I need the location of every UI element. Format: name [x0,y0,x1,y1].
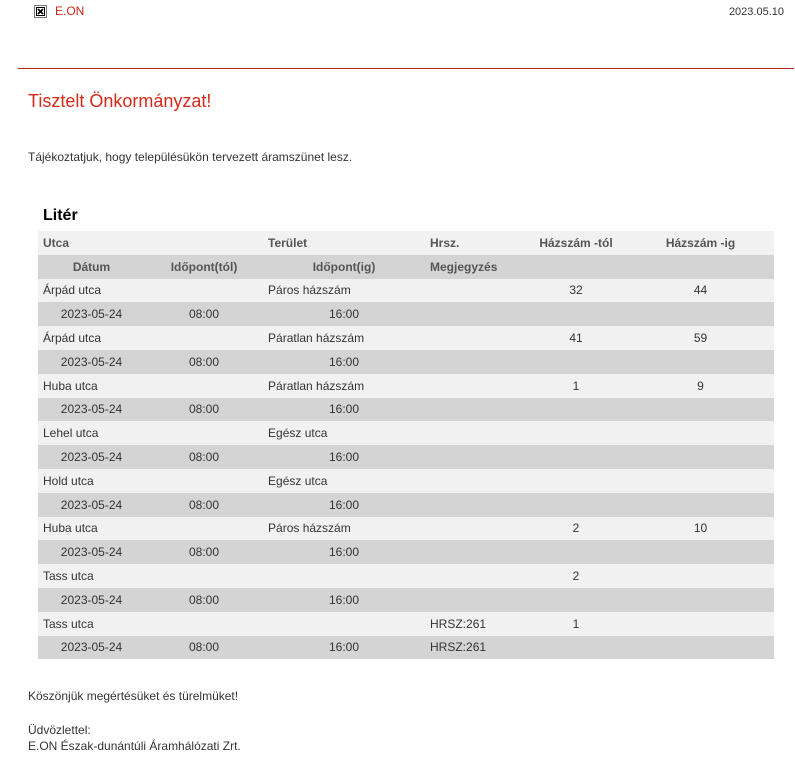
date-cell: 2023-05-24 [38,540,145,564]
divider [18,68,794,69]
table-row-schedule [38,540,774,564]
note-cell [425,588,774,612]
col-header-date: Dátum [38,255,145,279]
from-number-cell: 2 [525,517,627,541]
note-cell [425,350,774,374]
col-header-hrsz: Hrsz. [425,231,525,255]
col-header-to-no: Házszám -ig [627,231,774,255]
intro-text: Tájékoztatjuk, hogy településükön tervezett áramszünet lesz. [28,150,353,164]
col-header-street: Utca [38,231,263,255]
street-cell: Árpád utca [38,279,263,303]
from-number-cell: 2 [525,564,627,588]
time-to-cell: 16:00 [263,540,425,564]
table-row-street [38,612,774,636]
street-cell: Tass utca [38,564,263,588]
to-number-cell: 10 [627,517,774,541]
note-cell [425,493,774,517]
to-number-cell: 9 [627,374,774,398]
time-from-cell: 08:00 [145,398,263,422]
time-to-cell: 16:00 [263,588,425,612]
area-cell [263,564,425,588]
time-to-cell: 16:00 [263,445,425,469]
date-cell: 2023-05-24 [38,588,145,612]
note-cell [425,445,774,469]
time-from-cell: 08:00 [145,302,263,326]
to-number-cell [627,421,774,445]
note-cell [425,302,774,326]
hrsz-cell [425,279,525,303]
brand-link[interactable]: E.ON [55,4,85,18]
time-to-cell: 16:00 [263,636,425,660]
to-number-cell: 59 [627,326,774,350]
to-number-cell [627,469,774,493]
outage-table [38,231,774,659]
greeting-heading: Tisztelt Önkormányzat! [28,91,212,111]
to-number-cell [627,612,774,636]
table-row-street [38,374,774,398]
area-cell: Páros házszám [263,517,425,541]
street-cell: Árpád utca [38,326,263,350]
hrsz-cell [425,374,525,398]
hrsz-cell [425,326,525,350]
date-cell: 2023-05-24 [38,302,145,326]
table-row-schedule [38,445,774,469]
area-cell: Egész utca [263,421,425,445]
area-cell: Páratlan házszám [263,374,425,398]
company-name: E.ON Észak-dunántúli Áramhálózati Zrt. [28,739,241,753]
table-row-street [38,564,774,588]
col-header-time-to: Időpont(ig) [263,255,425,279]
from-number-cell: 1 [525,374,627,398]
col-header-note: Megjegyzés [425,255,774,279]
from-number-cell [525,469,627,493]
table-row-schedule [38,302,774,326]
from-number-cell: 32 [525,279,627,303]
time-from-cell: 08:00 [145,636,263,660]
date-cell: 2023-05-24 [38,398,145,422]
street-cell: Hold utca [38,469,263,493]
street-cell: Tass utca [38,612,263,636]
table-row-street [38,421,774,445]
time-from-cell: 08:00 [145,588,263,612]
header-date: 2023.05.10 [728,6,784,18]
from-number-cell: 41 [525,326,627,350]
table-row-street [38,326,774,350]
time-from-cell: 08:00 [145,350,263,374]
street-cell: Huba utca [38,374,263,398]
area-cell: Páratlan házszám [263,326,425,350]
table-row-schedule [38,350,774,374]
table-row-street [38,279,774,303]
table-row-schedule [38,398,774,422]
col-header-area: Terület [263,231,425,255]
col-header-time-from: Időpont(tól) [145,255,263,279]
table-header-row-2 [38,255,774,279]
time-to-cell: 16:00 [263,302,425,326]
hrsz-cell [425,517,525,541]
thanks-text: Köszönjük megértésüket és türelmüket! [28,689,239,703]
hrsz-cell [425,469,525,493]
date-cell: 2023-05-24 [38,493,145,517]
street-cell: Huba utca [38,517,263,541]
table-row-street [38,469,774,493]
email-header [0,0,795,40]
area-cell: Egész utca [263,469,425,493]
from-number-cell [525,421,627,445]
table-row-schedule [38,636,774,660]
street-cell: Lehel utca [38,421,263,445]
broken-image-icon [34,5,47,18]
table-row-schedule [38,493,774,517]
note-cell [425,398,774,422]
area-cell: Páros házszám [263,279,425,303]
table-header-row-1 [38,231,774,255]
to-number-cell: 44 [627,279,774,303]
logo[interactable] [34,4,84,18]
note-cell [425,540,774,564]
time-to-cell: 16:00 [263,398,425,422]
hrsz-cell: HRSZ:261 [425,612,525,636]
table-row-schedule [38,588,774,612]
time-from-cell: 08:00 [145,493,263,517]
town-name: Litér [43,207,78,224]
to-number-cell [627,564,774,588]
date-cell: 2023-05-24 [38,636,145,660]
date-cell: 2023-05-24 [38,350,145,374]
col-header-from-no: Házszám -tól [525,231,627,255]
from-number-cell: 1 [525,612,627,636]
time-from-cell: 08:00 [145,445,263,469]
regards-text: Üdvözlettel: [28,723,91,737]
hrsz-cell [425,421,525,445]
area-cell [263,612,425,636]
note-cell: HRSZ:261 [425,636,774,660]
date-cell: 2023-05-24 [38,445,145,469]
time-from-cell: 08:00 [145,540,263,564]
time-to-cell: 16:00 [263,350,425,374]
time-to-cell: 16:00 [263,493,425,517]
hrsz-cell [425,564,525,588]
table-row-street [38,517,774,541]
